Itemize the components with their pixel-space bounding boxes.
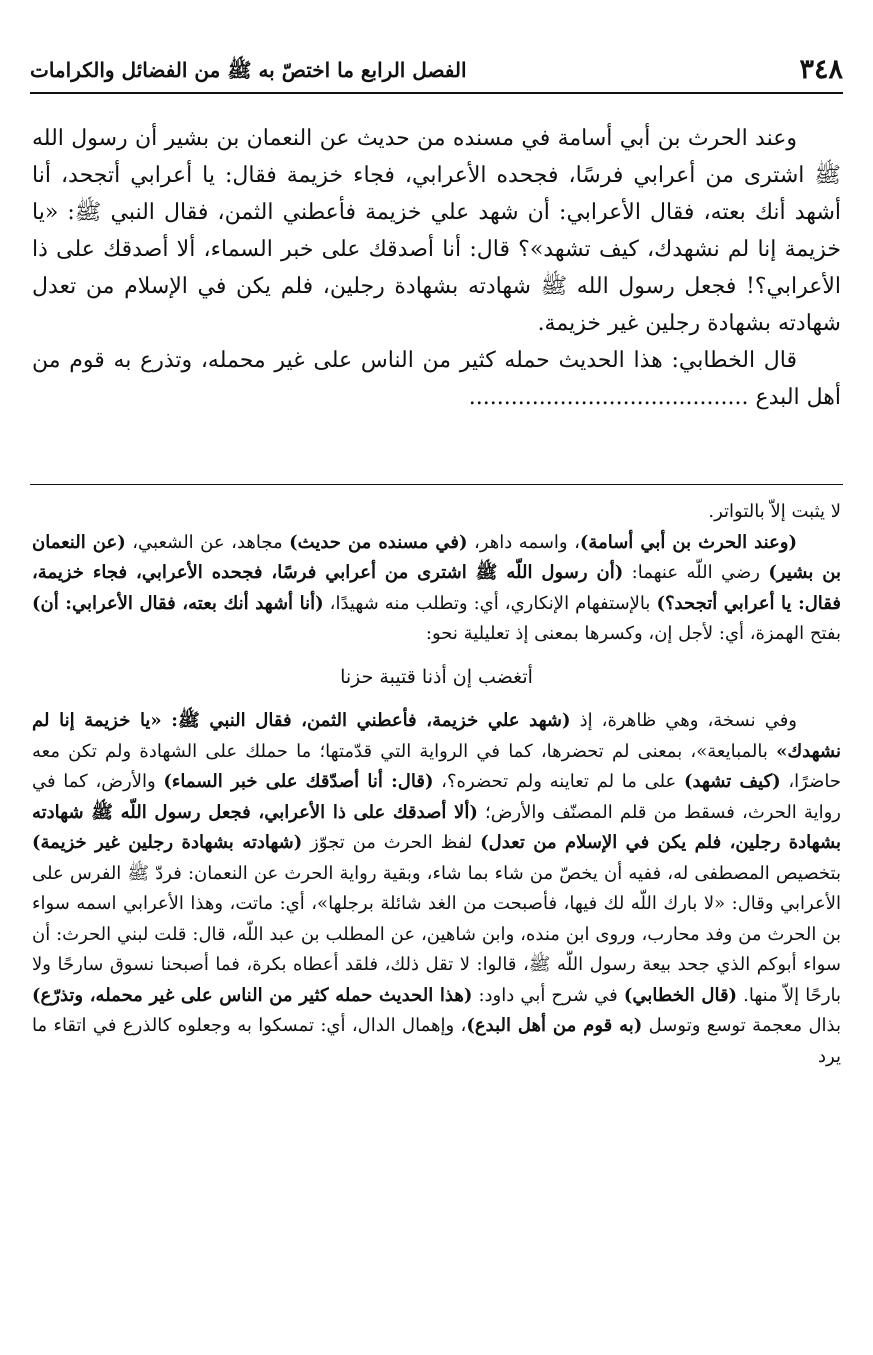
quoted-matn-segment: (كيف تشهد)	[683, 771, 781, 792]
quoted-matn-segment: (عن النعمان بن بشير)	[32, 531, 841, 583]
commentary-segment: مجاهد، عن الشعبي،	[125, 531, 290, 553]
quoted-matn-segment: (قال الخطابي)	[623, 984, 738, 1006]
commentary-segment: على ما لم تعاينه ولم تحضره؟،	[433, 771, 684, 792]
commentary-paragraph-1	[32, 528, 841, 650]
commentary-segment: بالمبايعة»، بمعنى لم تحضرها، كما في الرواية التي قدّمتها؛ ما حملك على الشهادة ولم تكن معه حاضرًا،	[32, 740, 842, 792]
commentary-segment: رضي اللّه عنهما:	[623, 562, 769, 583]
quoted-matn-segment: (ألا أصدقك على ذا الأعرابي، فجعل رسول اللّه ﷺ شهادته بشهادة رجلين، فلم يكن في الإسلام من تعدل)	[32, 801, 842, 853]
commentary-segment: ، واسمه داهر،	[467, 531, 580, 553]
continuation-dots: ........................................	[468, 385, 749, 410]
poetry-verse: أتغضب إن أذنا قتيبة حزنا	[340, 665, 533, 688]
footnote-separator	[30, 484, 843, 485]
commentary-segment: لفظ الحرث من تجوّز	[302, 832, 481, 853]
commentary-segment: والأرض، كما في رواية الحرث، فسقط من قلم المصنّف والأرض؛	[32, 771, 841, 823]
main-text-paragraph-2	[32, 342, 841, 416]
quoted-matn-segment: (به قوم من أهل البدع)	[466, 1015, 643, 1036]
commentary-segment: بتخصيص المصطفى له، ففيه أن يخصّ من شاء بما شاء، وبقية رواية الحرث عن النعمان: فردّ ﷺ الفرس على الأعرابي وقال: «لا بارك اللّه لك فيها، فأصبحت من الغد شائلة برجلها»، أي: ماتت، وهذا الأعرابي اسمه سواء بن الحرث من وفد محارب، وروى ابن منده، وابن شاهين، عن المطلب بن عبد اللّه، قال: قلت لبني الحرث: أن سواء أبوكم الذي جحد بيعة رسول اللّه ﷺ، قالوا: لا تقل ذلك، فلقد أعطاه بكرة، فما أصبحنا نسوق سارحًا ولا بارحًا إلاّ منها.	[32, 862, 842, 1006]
quoted-matn-segment: (أن رسول اللّه ﷺ اشترى من أعرابي فرسًا، فجحده الأعرابي، فجاء خزيمة، فقال: يا أعرابي أتجحد؟)	[32, 562, 842, 614]
commentary-text	[32, 497, 841, 1072]
page-number: ٣٤٨	[799, 54, 843, 85]
commentary-segment: بالإستفهام الإنكاري، أي: وتطلب منه شهيدًا،	[323, 592, 657, 614]
running-title: الفصل الرابع ما اختصّ به ﷺ من الفضائل والكرامات	[30, 58, 467, 82]
quoted-matn-segment: (في مسنده من حديث)	[289, 531, 468, 553]
quoted-matn-segment: (قال: أنا أصدّقك على خبر السماء)	[163, 771, 434, 792]
commentary-line-0: لا يثبت إلاّ بالتواتر.	[708, 501, 841, 522]
main-text-paragraph-1: وعند الحرث بن أبي أسامة في مسنده من حديث عن النعمان بن بشير أن رسول الله ﷺ اشترى من أعرابي فرسًا، فجحده الأعرابي، فجاء خزيمة فقال: يا أعرابي أتجحد، أنا أشهد أنك بعته، فقال الأعرابي: أن شهد علي خزيمة فأعطني الثمن، فقال النبي ﷺ: «يا خزيمة إنا لم نشهدك، كيف تشهد»؟ قال: أنا أصدقك على خبر السماء، ألا أصدقك على ذا الأعرابي؟! فجعل رسول الله ﷺ شهادته بشهادة رجلين، فلم يكن في الإسلام من تعدل شهادته بشهادة رجلين غير خزيمة.	[32, 126, 841, 336]
main-text	[32, 120, 841, 416]
quoted-matn-segment: (وعند الحرث بن أبي أسامة)	[579, 531, 797, 553]
quoted-matn-segment: (هذا الحديث حمله كثير من الناس على غير محمله، وتذرّع)	[32, 984, 473, 1006]
commentary-segment: بفتح الهمزة، أي: لأجل إن، وكسرها بمعنى إذ تعليلية نحو:	[425, 623, 841, 644]
page-header	[30, 52, 843, 94]
quoted-matn-segment: (أنا أشهد أنك بعته، فقال الأعرابي: أن)	[32, 592, 324, 614]
commentary-paragraph-2	[32, 706, 841, 1072]
commentary-segment: في شرح أبي داود:	[472, 984, 624, 1006]
quoted-matn-segment: (شهادته بشهادة رجلين غير خزيمة)	[32, 832, 303, 853]
quoted-matn-segment: (شهد علي خزيمة، فأعطني الثمن، فقال النبي ﷺ: «يا خزيمة إنا لم نشهدك»	[32, 710, 841, 762]
commentary-segment: وفي نسخة، وهي ظاهرة، إذ	[570, 710, 797, 731]
commentary-segment: ، وإهمال الدال، أي: تمسكوا به وجعلوه كالذرع في اتقاء ما يرد	[32, 1015, 841, 1067]
commentary-segment: بذال معجمة توسع وتوسل	[642, 1015, 841, 1036]
main-text-paragraph-2-text: قال الخطابي: هذا الحديث حمله كثير من الناس على غير محمله، وتذرع به قوم من أهل البدع	[32, 348, 841, 410]
